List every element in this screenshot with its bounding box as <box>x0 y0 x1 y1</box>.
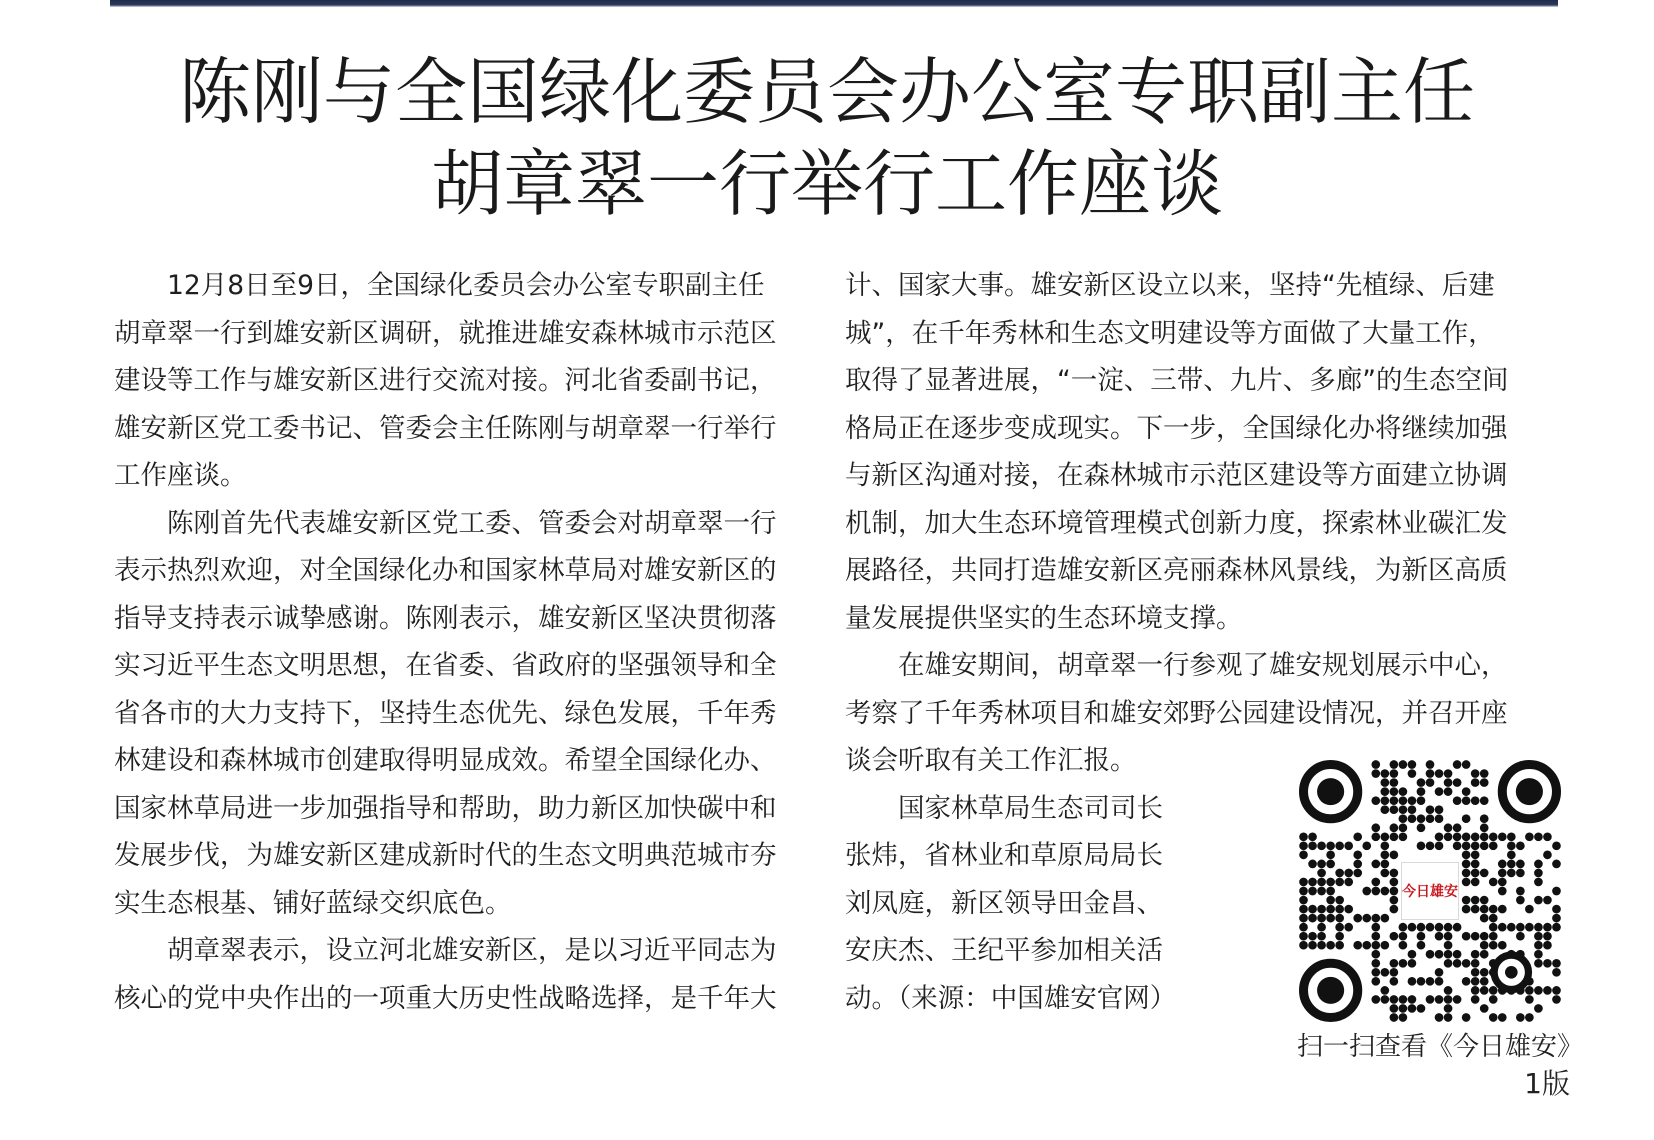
qr-code-icon[interactable] <box>1299 760 1561 1022</box>
text-line: 张炜，省林业和草原局局长 <box>845 840 1163 871</box>
qr-caption: 扫一扫查看《今日雄安》 <box>1296 1032 1583 1062</box>
text-line: 实习近平生态文明思想，在省委、省政府的坚强领导和全 <box>114 650 777 681</box>
text-line: 国家林草局进一步加强指导和帮助，助力新区加快碳中和 <box>114 792 777 824</box>
text-line: 胡章翠表示，设立河北雄安新区，是以习近平同志为 <box>114 935 777 966</box>
text-line: 指导支持表示诚挚感谢。陈刚表示，雄安新区坚决贯彻落 <box>114 602 777 634</box>
text-line: 工作座谈。 <box>114 460 247 491</box>
text-line: 核心的党中央作出的一项重大历史性战略选择，是千年大 <box>114 982 777 1014</box>
page-number: 1版 <box>1524 1067 1570 1100</box>
text-line: 刘凤庭，新区领导田金昌、 <box>845 887 1163 919</box>
text-line: 计、国家大事。雄安新区设立以来，坚持“先植绿、后建 <box>845 270 1495 301</box>
text-line: 与新区沟通对接，在森林城市示范区建设等方面建立协调 <box>845 460 1508 491</box>
text-line: 实生态根基、铺好蓝绿交织底色。 <box>114 887 512 919</box>
text-line: 省各市的大力支持下，坚持生态优先、绿色发展，千年秀 <box>114 697 777 729</box>
text-line: 国家林草局生态司司长 <box>845 792 1163 824</box>
text-line: 在雄安期间，胡章翠一行参观了雄安规划展示中心， <box>845 650 1508 681</box>
text-line: 量发展提供坚实的生态环境支撑。 <box>845 602 1243 634</box>
text-line: 建设等工作与雄安新区进行交流对接。河北省委副书记， <box>114 365 777 396</box>
text-line: 动。（来源：中国雄安官网） <box>845 982 1177 1014</box>
text-line: 考察了千年秀林项目和雄安郊野公园建设情况，并召开座 <box>845 697 1508 729</box>
text-line: 取得了显著进展，“一淀、三带、九片、多廊”的生态空间 <box>845 365 1509 396</box>
text-line: 12月8日至9日，全国绿化委员会办公室专职副主任 <box>114 270 765 301</box>
title-line-1: 陈刚与全国绿化委员会办公室专职副主任 <box>178 50 1475 134</box>
article-left-column <box>114 262 819 1022</box>
text-line: 格局正在逐步变成现实。下一步，全国绿化办将继续加强 <box>845 412 1508 444</box>
text-line: 安庆杰、王纪平参加相关活 <box>845 935 1163 966</box>
text-line: 谈会听取有关工作汇报。 <box>845 745 1137 776</box>
text-line: 表示热烈欢迎，对全国绿化办和国家林草局对雄安新区的 <box>114 555 777 586</box>
text-line: 胡章翠一行到雄安新区调研，就推进雄安森林城市示范区 <box>114 317 777 349</box>
qr-logo-badge <box>1401 862 1459 920</box>
qr-logo-text: 今日雄安 <box>1402 884 1458 900</box>
text-line: 发展步伐，为雄安新区建成新时代的生态文明典范城市夯 <box>114 840 777 871</box>
text-line: 雄安新区党工委书记、管委会主任陈刚与胡章翠一行举行 <box>114 412 777 444</box>
text-line: 城”，在千年秀林和生态文明建设等方面做了大量工作， <box>845 317 1495 349</box>
title-line-2: 胡章翠一行举行工作座谈 <box>430 142 1223 226</box>
text-line: 机制，加大生态环境管理模式创新力度，探索林业碳汇发 <box>845 507 1508 539</box>
article-title <box>0 46 1654 230</box>
text-line: 展路径，共同打造雄安新区亮丽森林风景线，为新区高质 <box>845 555 1508 586</box>
text-line: 陈刚首先代表雄安新区党工委、管委会对胡章翠一行 <box>114 507 777 539</box>
top-rule <box>110 0 1558 7</box>
text-line: 林建设和森林城市创建取得明显成效。希望全国绿化办、 <box>114 745 777 776</box>
